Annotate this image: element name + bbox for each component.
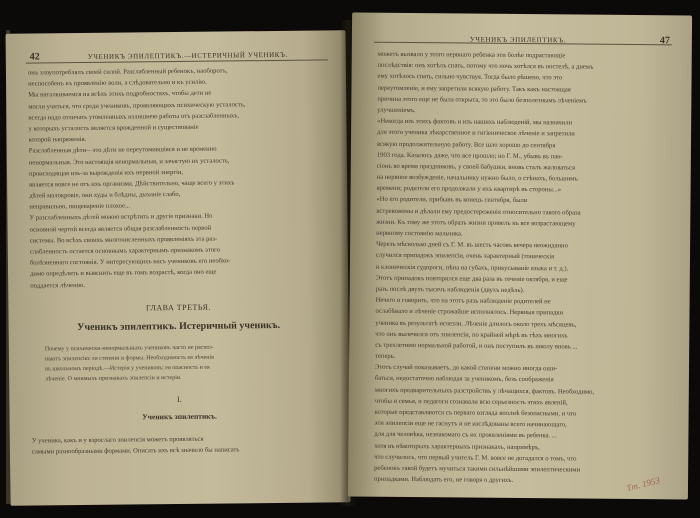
- text-line: онъ злоупотреблялъ своей силой. Разслабленный ребенокъ, наоборотъ,: [27, 67, 228, 77]
- text-line: Этотъ припадокъ повторился еще два раза въ теченіе октября, и еще: [375, 274, 568, 284]
- text-line: неспособенъ къ проявленію воли, а слѣдовательно и къ усилію.: [28, 78, 207, 88]
- chapter-title: Ученикъ эпилептикъ. Истеричный ученикъ.: [77, 319, 281, 334]
- text-line: эти эпилепсіи еще не гаснутъ и не изслѣдованы всего начинающаго,: [374, 419, 567, 429]
- text-line: системы. Во всѣхъ своихъ многочисленныхъ проявленіяхъ эта раз-: [29, 235, 218, 245]
- text-line: многихъ предварительныхъ разстройствъ у лѣчащихся, фактовъ. Необходимо,: [374, 386, 595, 396]
- section-title: Ученикъ эпилептикъ.: [142, 411, 217, 422]
- text-line: хотя въ нѣкоторыхъ характерныхъ признакахъ, напримѣръ,: [374, 442, 540, 451]
- text-line: дѣтей малокровіе, они худы и блѣдны, дыханіе слабо,: [29, 191, 181, 200]
- text-line: можетъ вызвало у этого нервнаго ребенка эти болѣе подрастающіе: [377, 50, 566, 60]
- text-line: чтобы и семья, и педагоги сознавали всю серьезность этихъ явленій,: [374, 397, 568, 407]
- right-page-number: 47: [659, 35, 670, 47]
- header-rule: [374, 42, 672, 46]
- section-number: I.: [176, 394, 182, 405]
- text-line: жизни. Къ тому же этотъ образъ жизни привелъ къ все возрастающему: [376, 218, 576, 228]
- text-line: переутомленіе, и ему запретили всякую работу. Такъ какъ настоящая: [377, 84, 571, 93]
- text-line: является вовсе не отъ ихъ организма. Дѣйствительно, чаще всего у этихъ: [29, 179, 235, 189]
- chapter-summary: [45, 342, 317, 385]
- right-page-header: [352, 27, 692, 47]
- text-line: наютъ эпилепсію: ея степени и формы. Необходимость ея лѣченія: [44, 354, 214, 363]
- text-line: сіонъ во время праздниковъ, у своей бабушки, вновь сталъ жаловаться: [376, 162, 576, 172]
- text-line: случился припадокъ эпилепсіи, очень характерный (тоническія: [375, 252, 555, 261]
- text-line: Почему у психически-ненормальныхъ учениковъ часто не распоз-: [44, 344, 214, 353]
- text-line: въ школьномъ періодѣ.—Истерія у учениковъ; ея опасность и ея: [45, 364, 210, 373]
- text-line: и клоническія судороги, пѣна на губахъ, прикусываніе языка и т. д.).: [375, 263, 569, 272]
- text-line: припадками. Наблюдать его, не говоря о другихъ.: [374, 475, 514, 485]
- text-line: димо опредѣлить и выяснить еще въ томъ возрастѣ, когда оно еще: [30, 268, 217, 278]
- text-line: ему хотѣлось спать, сильно чувствуя. Тогда было рѣшено, что это: [377, 73, 563, 82]
- text-line: лѣченіе. О мнимыхъ признакахъ эпилепсіи и истеріи.: [45, 374, 182, 383]
- text-line: что онъ вылечился отъ эпилепсіи, по крайней мѣрѣ въ тѣхъ многихъ: [375, 330, 568, 340]
- text-line: баться, недостаточно наблюдая за ученикомъ, безъ соображенія: [374, 375, 554, 384]
- left-running-head: УЧЕНИКЪ ЭПИЛЕПТИКЪ.—ИСТЕРИЧНЫЙ УЧЕНИКЪ.: [87, 50, 288, 61]
- text-line: ученика въ результатѣ исчезли. Лѣченіе длилось около трехъ мѣсяцевъ,: [375, 319, 577, 328]
- text-line: Разслабленныя дѣти—это дѣти не переутомившіяся и не временно: [28, 145, 217, 155]
- right-page: [348, 13, 692, 500]
- right-body: [374, 49, 670, 488]
- text-line: на нервное возбужденіе, начальнику нужно было, о стѣнахъ, большимъ: [376, 173, 578, 183]
- text-line: которой напряженія.: [28, 136, 87, 144]
- text-line: нервному состоянію мальчика.: [376, 229, 463, 238]
- text-line: послѣдствія: онъ хотѣлъ спать, потому что ночь хотѣлся въ постелѣ, а днемъ: [377, 61, 594, 71]
- left-page-number: 42: [29, 51, 40, 63]
- text-line: могли учиться, что среди учениковъ, проявляющихъ психическую усталость,: [28, 100, 246, 111]
- text-line: самыми разнообразными формами. Описать ихъ всѣ значило бы написать: [31, 446, 240, 456]
- text-line: улучшеніемъ.: [377, 106, 416, 115]
- left-page: [6, 30, 351, 506]
- header-rule: [26, 59, 328, 63]
- text-line: ребенокъ такой будетъ мучиться такими сильнѣйшими эпилептическими: [374, 464, 581, 474]
- text-line: встревожены и дѣлали ему предостереженія относительно такого образа: [376, 207, 581, 217]
- text-line: теперь.: [375, 352, 396, 360]
- text-line: Нечего и говорить, что на этотъ разъ наблюденіе родителей не: [375, 296, 551, 306]
- text-line: «Но его родители, прибывъ въ конецъ сентября, были: [376, 196, 528, 205]
- text-line: что случилось, что первый учитель Г. М. вовсе не догадался о томъ, что: [374, 453, 577, 463]
- text-line: причина этого еще не была открыта, то это было безполезнымъ лѣченіемъ: [377, 95, 587, 105]
- text-line: болѣзненнаго состоянія. У интересующихъ насъ учениковъ его необхо-: [29, 257, 231, 267]
- text-line: для для человѣка, незнакомаго съ их проявленіями въ ребенка. ...: [374, 431, 557, 440]
- library-stamp: Тт. 1953: [625, 474, 661, 494]
- text-line: разъ послѣ двухъ тысячъ наблюденія (двухъ недѣль).: [375, 285, 525, 294]
- text-line: поддается лѣченію.: [30, 281, 86, 290]
- left-page-header: [6, 44, 346, 62]
- text-line: Мы наталкиваемся на всѣхъ этихъ подробностяхъ, чтобы дети не: [28, 90, 212, 99]
- text-line: времени; родители его продолжали у ихъ квартирѣ въ стороны...»: [376, 184, 562, 194]
- text-line: У разслабленныхъ дѣтей можно встрѣтить и другіе признаки. Но: [29, 213, 213, 222]
- text-line: всегда надо отличать утомленныхъ излишнею работы отъ разслабленныхъ,: [28, 112, 240, 122]
- text-line: которые представляются съ перваго взгляда вполнѣ безопасными, и что: [374, 408, 577, 418]
- text-line: ослабѣвало и лѣченіе строжайше исполнялось. Нервныя припадки: [375, 308, 564, 317]
- text-line: у которыхъ усталость является врожденной и существованіе: [28, 123, 199, 133]
- right-running-head: УЧЕНИКЪ ЭПИЛЕПТИКЪ.: [469, 35, 567, 45]
- text-line: Черезъ мѣсколько дней съ Г. М. въ шесть часовъ вечера неожиданно: [376, 240, 568, 250]
- text-line: ненормальныя. Это настоящія ненормальныя, и зачастую их усталость,: [28, 156, 230, 167]
- text-line: для этого ученика лѣкарственное и гигіеническое лѣченіе и запретили: [377, 129, 575, 138]
- text-line: основной чертой всегда является общая разслабленность первой: [29, 224, 212, 234]
- text-line: съ трехлетнею нормальной работой, и онъ поступилъ въ школу вновь ...: [375, 341, 578, 351]
- text-line: У ученика, какъ и у взрослаго эпилепсія можетъ проявляться: [31, 435, 204, 445]
- text-line: всякую продолжительную работу. Все шло хорошо до сентября: [376, 140, 556, 149]
- left-body-top: [28, 64, 326, 291]
- text-line: «Некогда изъ этихъ фактовъ и изъ нашихъ наблюденій, мы назначили: [377, 117, 573, 127]
- text-line: происходящая изъ-за вырожденія ихъ нервной энергіи,: [28, 168, 184, 178]
- text-line: 1903 года. Казалось даже, что все прошло; но Г. М., убывъ въ пан-: [376, 151, 563, 161]
- text-line: неправильно, пищевареніе плохое...: [29, 202, 131, 211]
- chapter-label: ГЛАВА ТРЕТЬЯ.: [145, 302, 211, 313]
- text-line: Этотъ случай показываетъ, до какой степени можно иногда оши-: [374, 363, 558, 373]
- text-line: слабленность остается основнымъ характернымъ признакомъ этого: [29, 246, 220, 256]
- left-body-bottom: [32, 432, 328, 457]
